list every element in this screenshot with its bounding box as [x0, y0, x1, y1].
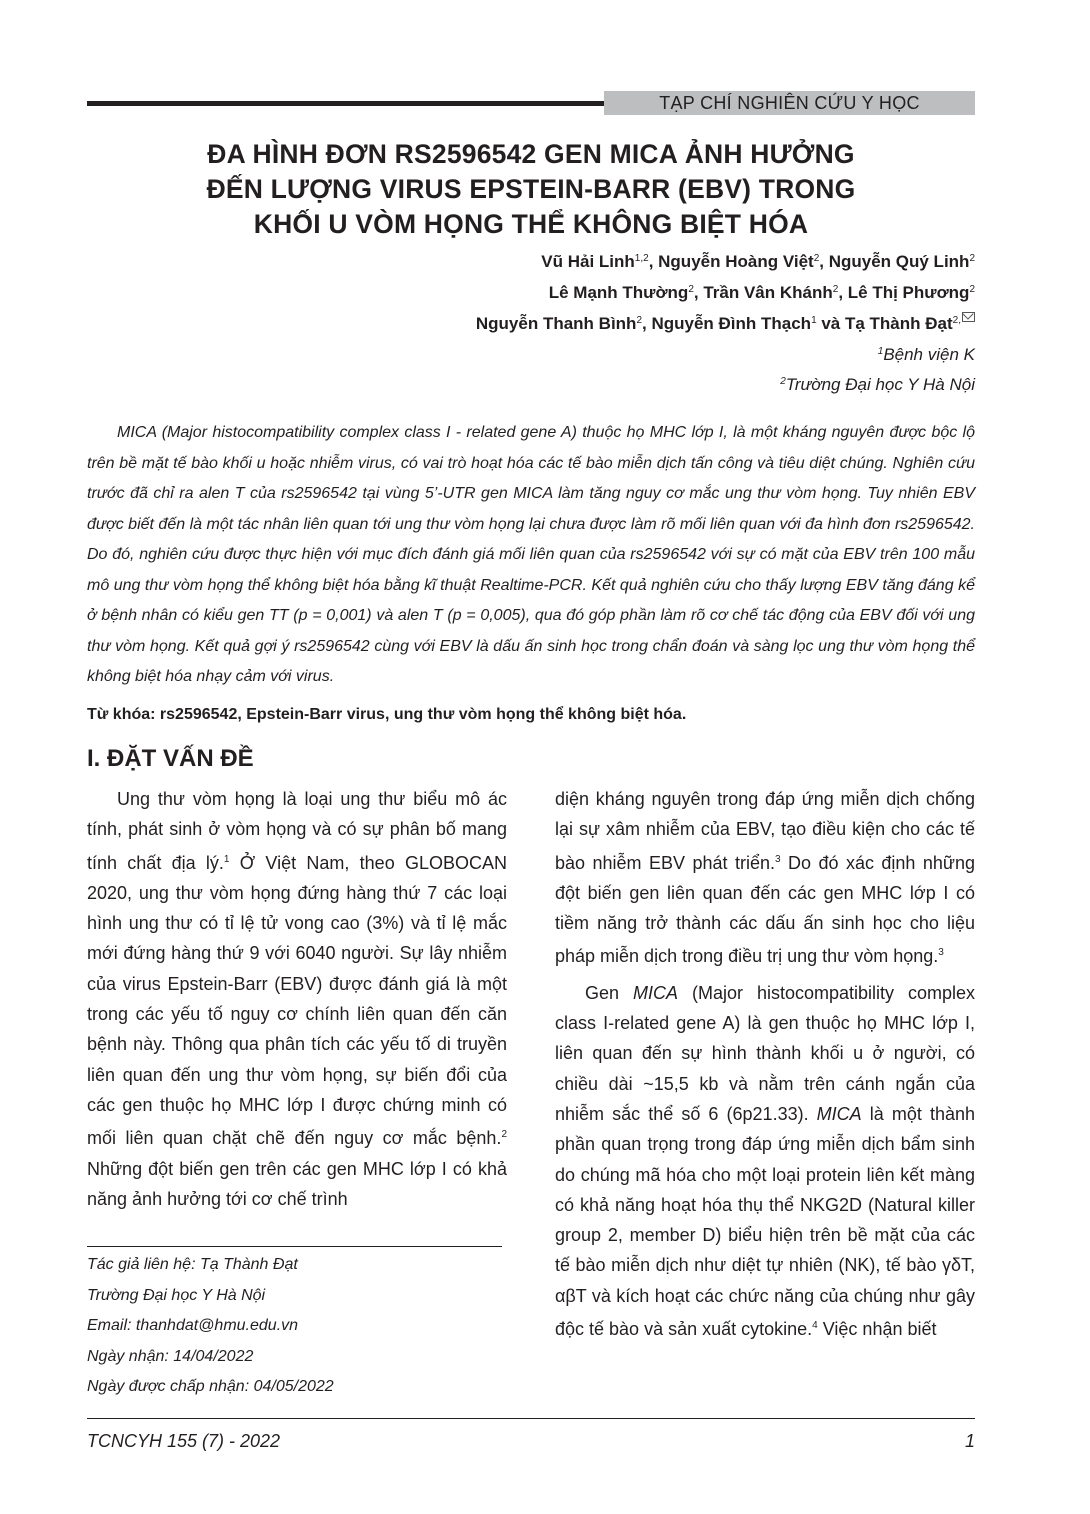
body-text: Việc nhận biết	[817, 1319, 937, 1340]
body-text: (Major histocompatibility complex class I-related gene A) là gen thuộc họ MHC lớp I, liên quan đến sự hình thành khối u ở người, có chiều dài ~15,5 kb và nằm trên cánh ngắn của nhiễm sắc thể số 6 (6p21.33).	[555, 982, 975, 1124]
body-text: Những đột biến gen trên các gen MHC lớp I có khả năng ảnh hưởng tới cơ chế trình	[87, 1158, 507, 1209]
footnote	[87, 1250, 507, 1403]
body-paragraph	[555, 784, 975, 972]
author-name: , Trần Vân Khánh	[693, 283, 833, 302]
author-name: , Lê Thị Phương	[838, 283, 970, 302]
body-text: Do đó xác định những đột biến gen liên quan đến các gen MHC lớp I có tiềm năng trở thành các dấu ấn sinh học cho liệu pháp miễn dịch trong điều trị ung thư vòm họng.	[555, 852, 975, 967]
author-name: , Nguyễn Hoàng Việt	[648, 252, 814, 271]
section-heading: I. ĐẶT VẤN ĐỀ	[87, 745, 254, 772]
page-number: 1	[964, 1431, 975, 1451]
citation-mark: 2	[501, 1129, 507, 1141]
body-text: Gen	[585, 982, 633, 1003]
author-name: , Nguyễn Quý Linh	[819, 252, 970, 271]
author-name: , Nguyễn Đình Thạch	[642, 314, 812, 333]
author-affiliation-mark: 2	[688, 284, 694, 295]
keywords: Từ khóa: rs2596542, Epstein-Barr virus, ung thư vòm họng thể không biệt hóa.	[87, 706, 687, 723]
journal-name: TẠP CHÍ NGHIÊN CỨU Y HỌC	[659, 93, 920, 113]
author-line-1	[541, 248, 975, 273]
affiliation-name: Bệnh viện K	[883, 345, 975, 364]
gene-name: MICA	[816, 1103, 862, 1124]
envelope-icon	[962, 312, 975, 322]
footer-rule	[87, 1418, 975, 1419]
author-name: Lê Mạnh Thường	[548, 283, 689, 302]
body-column-left	[87, 784, 507, 1214]
article-title-line-2: ĐẾN LƯỢNG VIRUS EPSTEIN-BARR (EBV) TRONG	[206, 174, 856, 204]
gene-name: MICA	[633, 982, 678, 1003]
affiliation-name: Trường Đại học Y Hà Nội	[785, 375, 975, 394]
affiliation-mark: 2	[780, 376, 786, 387]
date-received: Ngày nhận: 14/04/2022	[87, 1347, 254, 1365]
author-affiliation-mark: 2	[969, 253, 975, 264]
body-text: Ung thư vòm họng là loại ung thư biểu mô ác tính, phát sinh ở vòm họng và có sự phân bố mang tính chất địa lý.	[87, 789, 507, 873]
author-affiliation-mark: 2,	[952, 315, 961, 326]
footnote-rule	[87, 1246, 502, 1247]
body-text: diện kháng nguyên trong đáp ứng miễn dịch chống lại sự xâm nhiễm của EBV, tạo điều kiện cho các tế bào nhiễm EBV phát triển.	[555, 789, 975, 873]
footer-journal: TCNCYH 155 (7) - 2022	[87, 1431, 281, 1451]
contact-email: Email: thanhdat@hmu.edu.vn	[87, 1317, 299, 1334]
body-text: là một thành phần quan trọng trong đáp ứng miễn dịch bẩm sinh do chúng mã hóa cho một loại protein liên kết màng có khả năng hoạt hóa thụ thể NKG2D (Natural killer group 2, member D) biểu hiện trên bề mặt của các tế bào miễn dịch như diệt tự nhiên (NK), tế bào γδT, αβT và kích hoạt các chức năng của chúng như gây độc tế bào và sản xuất cytokine.	[555, 1103, 976, 1340]
body-text: Ở Việt Nam, theo GLOBOCAN 2020, ung thư vòm họng đứng hàng thứ 7 các loại hình ung thư có tỉ lệ tử vong cao (3%) và tỉ lệ mắc mới đứng hàng thứ 9 với 6040 người. Sự lây nhiễm của virus Epstein-Barr (EBV) được đánh giá là một trong các yếu tố nguy cơ chính liên quan đến căn bệnh này. Thông qua phân tích các yếu tố di truyền liên quan đến ung thư vòm họng, sự biến đổi của các gen thuộc họ MHC lớp I được chứng minh có mối liên quan chặt chẽ đến nguy cơ mắc bệnh.	[87, 852, 507, 1149]
affiliation-1	[878, 341, 975, 366]
header-rule	[87, 101, 606, 106]
author-line-3	[476, 310, 975, 335]
affiliation-2	[780, 371, 975, 396]
author-name: và Tạ Thành Đạt	[816, 314, 953, 333]
citation-mark: 1	[223, 853, 230, 865]
body-column-right	[555, 784, 975, 1344]
date-accepted: Ngày được chấp nhận: 04/05/2022	[87, 1378, 334, 1395]
affiliation-mark: 1	[877, 346, 884, 357]
author-name: Vũ Hải Linh	[541, 252, 635, 271]
corresponding-author: Tác giả liên hệ: Tạ Thành Đạt	[87, 1256, 298, 1273]
author-affiliation-mark: 2	[832, 284, 839, 295]
article-title-line-3: KHỐI U VÒM HỌNG THỂ KHÔNG BIỆT HÓA	[253, 209, 809, 239]
author-affiliation-mark: 1	[811, 315, 817, 326]
author-affiliation-mark: 2	[636, 315, 642, 326]
citation-mark: 3	[774, 853, 781, 865]
body-paragraph	[555, 978, 975, 1345]
author-affiliation-mark: 2	[969, 284, 975, 295]
author-affiliation-mark: 2	[813, 253, 820, 264]
author-affiliation-mark: 1,2	[634, 253, 649, 264]
abstract	[87, 418, 975, 693]
citation-mark: 3	[938, 947, 944, 959]
abstract-text: MICA (Major histocompatibility complex class I - related gene A) thuộc họ MHC lớp I, là một kháng nguyên được bộc lộ trên bề mặt tế bào khối u hoặc nhiễm virus, có vai trò hoạt hóa các tế bào miễn dịch tấn công và tiêu diệt chúng. Nghiên cứu trước đã chỉ ra alen T của rs2596542 tại vùng 5’-UTR gen MICA làm tăng nguy cơ mắc ung thư vòm họng. Tuy nhiên EBV được biết đến là một tác nhân liên quan tới ung thư vòm họng lại chưa được làm rõ mối liên quan với đa hình đơn rs2596542. Do đó, nghiên cứu được thực hiện với mục đích đánh giá mối liên quan của rs2596542 với sự có mặt của EBV trên 100 mẫu mô ung thư vòm họng thể không biệt hóa bằng kĩ thuật Realtime-PCR. Kết quả nghiên cứu cho thấy lượng EBV tăng đáng kể ở bệnh nhân có kiểu gen TT (p = 0,001) và alen T (p = 0,005), qua đó góp phần làm rõ cơ chế tác động của EBV đối với ung thư vòm họng. Kết quả gợi ý rs2596542 cùng với EBV là dấu ấn sinh học trong chẩn đoán và sàng lọc ung thư vòm họng thể không biệt hóa nhạy cảm với virus.	[87, 424, 975, 685]
article-title-line-1: ĐA HÌNH ĐƠN RS2596542 GEN MICA ẢNH HƯỞNG	[207, 139, 855, 169]
author-name: Nguyễn Thanh Bình	[475, 314, 637, 333]
citation-mark: 4	[812, 1320, 818, 1332]
author-line-2	[549, 279, 975, 304]
author-institution: Trường Đại học Y Hà Nội	[87, 1286, 266, 1304]
body-paragraph	[87, 784, 507, 1214]
